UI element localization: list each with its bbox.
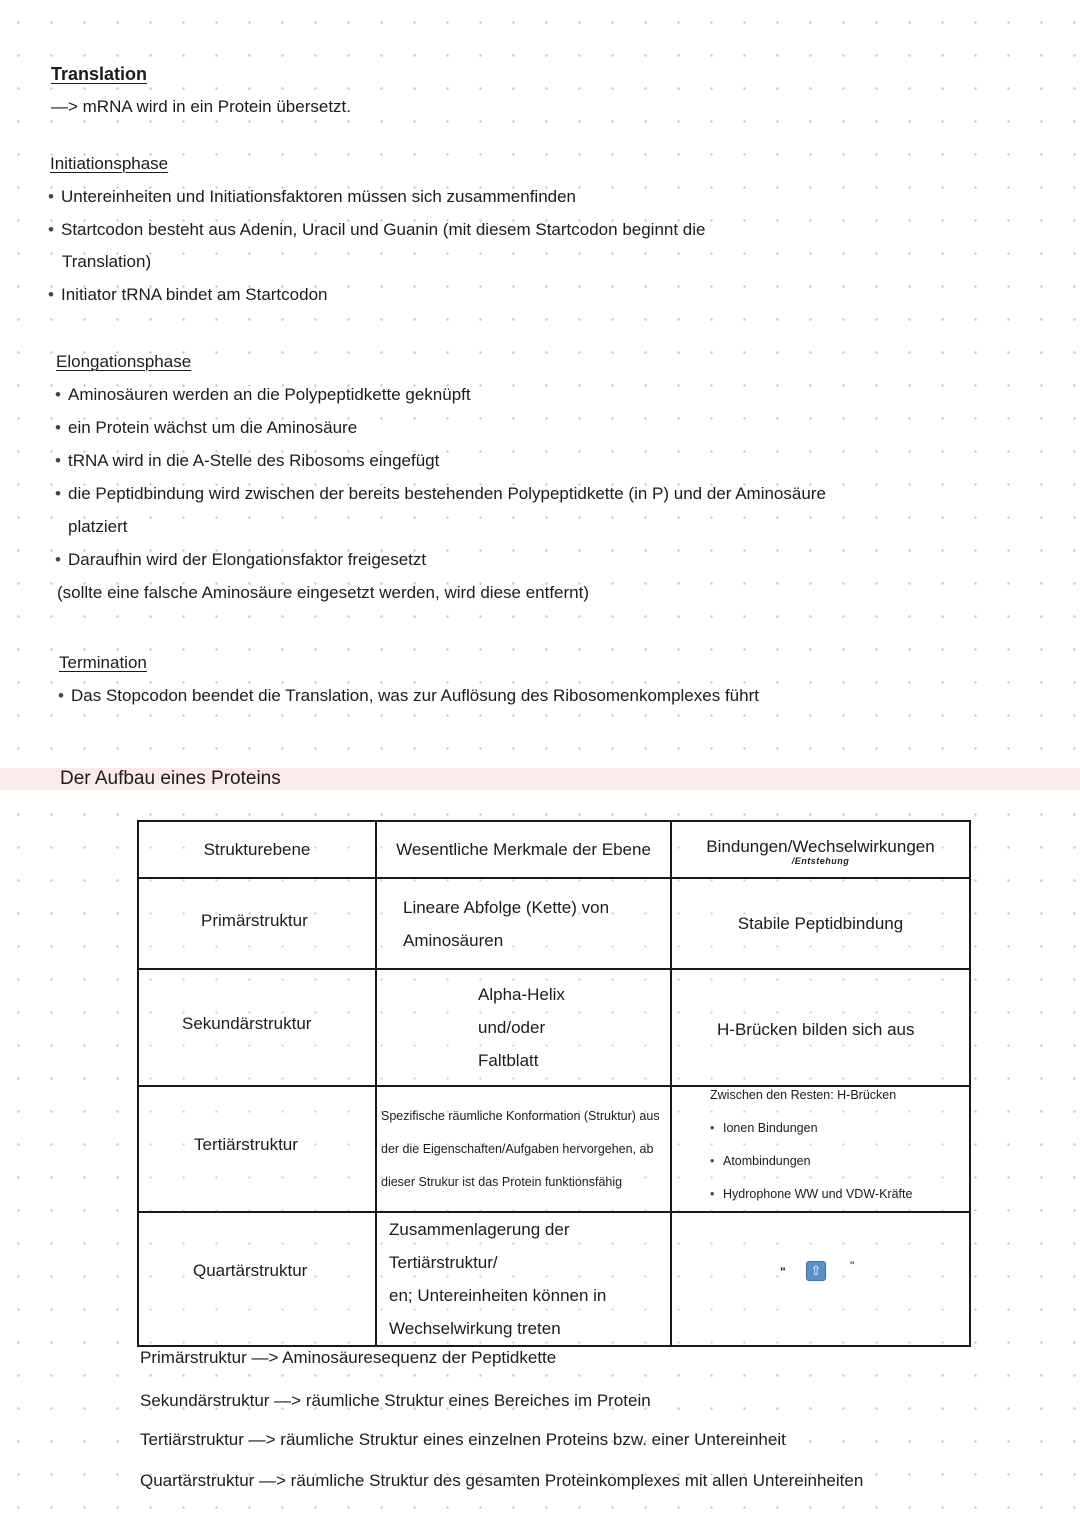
arrow-up-icon: ⇧ [806, 1261, 826, 1281]
summary-line: Tertiärstruktur —> räumliche Struktur eines einzelnen Proteins bzw. einer Untereinheit [140, 1430, 786, 1449]
list-item-continuation: Translation) [62, 252, 152, 271]
list-item-continuation: platziert [68, 517, 128, 536]
tertiary-features: Spezifische räumliche Konformation (Struktur) aus der die Eigenschaften/Aufgaben hervorgehen, ab dieser Strukur ist das Protein funktionsfähig [376, 1086, 671, 1212]
summary-line: Quartärstruktur —> räumliche Struktur des gesamten Proteinkomplexes mit allen Untereinheiten [140, 1471, 864, 1490]
list-item: • die Peptidbindung wird zwischen der bereits bestehenden Polypeptidkette (in P) und der Aminosäure [55, 484, 826, 504]
list-item: • Startcodon besteht aus Adenin, Uracil und Guanin (mit diesem Startcodon beginnt die [48, 220, 706, 240]
table-row [138, 1086, 970, 1212]
initiation-title: Initiationsphase [50, 154, 169, 173]
tertiary-level: Tertiärstruktur [138, 1086, 376, 1212]
list-item: • Untereinheiten und Initiationsfaktoren müssen sich zusammenfinden [48, 187, 576, 207]
header-bonds-note: /Entstehung [791, 856, 850, 866]
elongation-note: (sollte eine falsche Aminosäure eingesetzt werden, wird diese entfernt) [57, 583, 590, 602]
list-item: • Ionen Bindungen [710, 1112, 969, 1145]
header-bonds: Bindungen/Wechselwirkungen /Entstehung [671, 821, 970, 878]
primary-features: Lineare Abfolge (Kette) von Aminosäuren [376, 878, 671, 969]
protein-title: Der Aufbau eines Proteins [60, 768, 281, 789]
quaternary-level: Quartärstruktur [138, 1212, 376, 1346]
secondary-level: Sekundärstruktur [138, 969, 376, 1086]
list-item: • Atombindungen [710, 1145, 969, 1178]
list-item: • Hydrophone WW und VDW-Kräfte [710, 1178, 969, 1211]
list-item: • ein Protein wächst um die Aminosäure [55, 418, 357, 438]
summary-line: Sekundärstruktur —> räumliche Struktur eines Bereiches im Protein [140, 1391, 651, 1410]
protein-structure-table [137, 820, 971, 1347]
tertiary-bonds-intro: Zwischen den Resten: H-Brücken [710, 1088, 897, 1102]
summary-line: Primärstruktur —> Aminosäuresequenz der Peptidkette [140, 1348, 557, 1367]
primary-level: Primärstruktur [138, 878, 376, 969]
list-item: • Daraufhin wird der Elongationsfaktor freigesetzt [55, 550, 426, 570]
quaternary-features: Zusammenlagerung der Tertiärstruktur/ en; Untereinheiten können in Wechselwirkung treten [376, 1212, 671, 1346]
primary-bonds: Stabile Peptidbindung [671, 878, 970, 969]
quaternary-bonds: " ⇧ " [671, 1212, 970, 1346]
secondary-bonds: H-Brücken bilden sich aus [671, 969, 970, 1086]
header-structure-level: Strukturebene [138, 821, 376, 878]
secondary-features: Alpha-Helix und/oder Faltblatt [376, 969, 671, 1086]
header-features: Wesentliche Merkmale der Ebene [376, 821, 671, 878]
table-row [138, 878, 970, 969]
table-row [138, 969, 970, 1086]
list-item: • tRNA wird in die A-Stelle des Ribosoms eingefügt [55, 451, 439, 471]
translation-title: Translation [51, 64, 148, 84]
termination-title: Termination [59, 653, 147, 672]
elongation-title: Elongationsphase [56, 352, 192, 371]
translation-subtitle: —> mRNA wird in ein Protein übersetzt. [51, 97, 351, 116]
table-header-row [138, 821, 970, 878]
list-item: • Das Stopcodon beendet die Translation, was zur Auflösung des Ribosomenkomplexes führt [58, 686, 759, 706]
list-item: • Aminosäuren werden an die Polypeptidkette geknüpft [55, 385, 471, 405]
list-item: • Initiator tRNA bindet am Startcodon [48, 285, 327, 305]
tertiary-bonds [671, 1086, 970, 1212]
table-row [138, 1212, 970, 1346]
